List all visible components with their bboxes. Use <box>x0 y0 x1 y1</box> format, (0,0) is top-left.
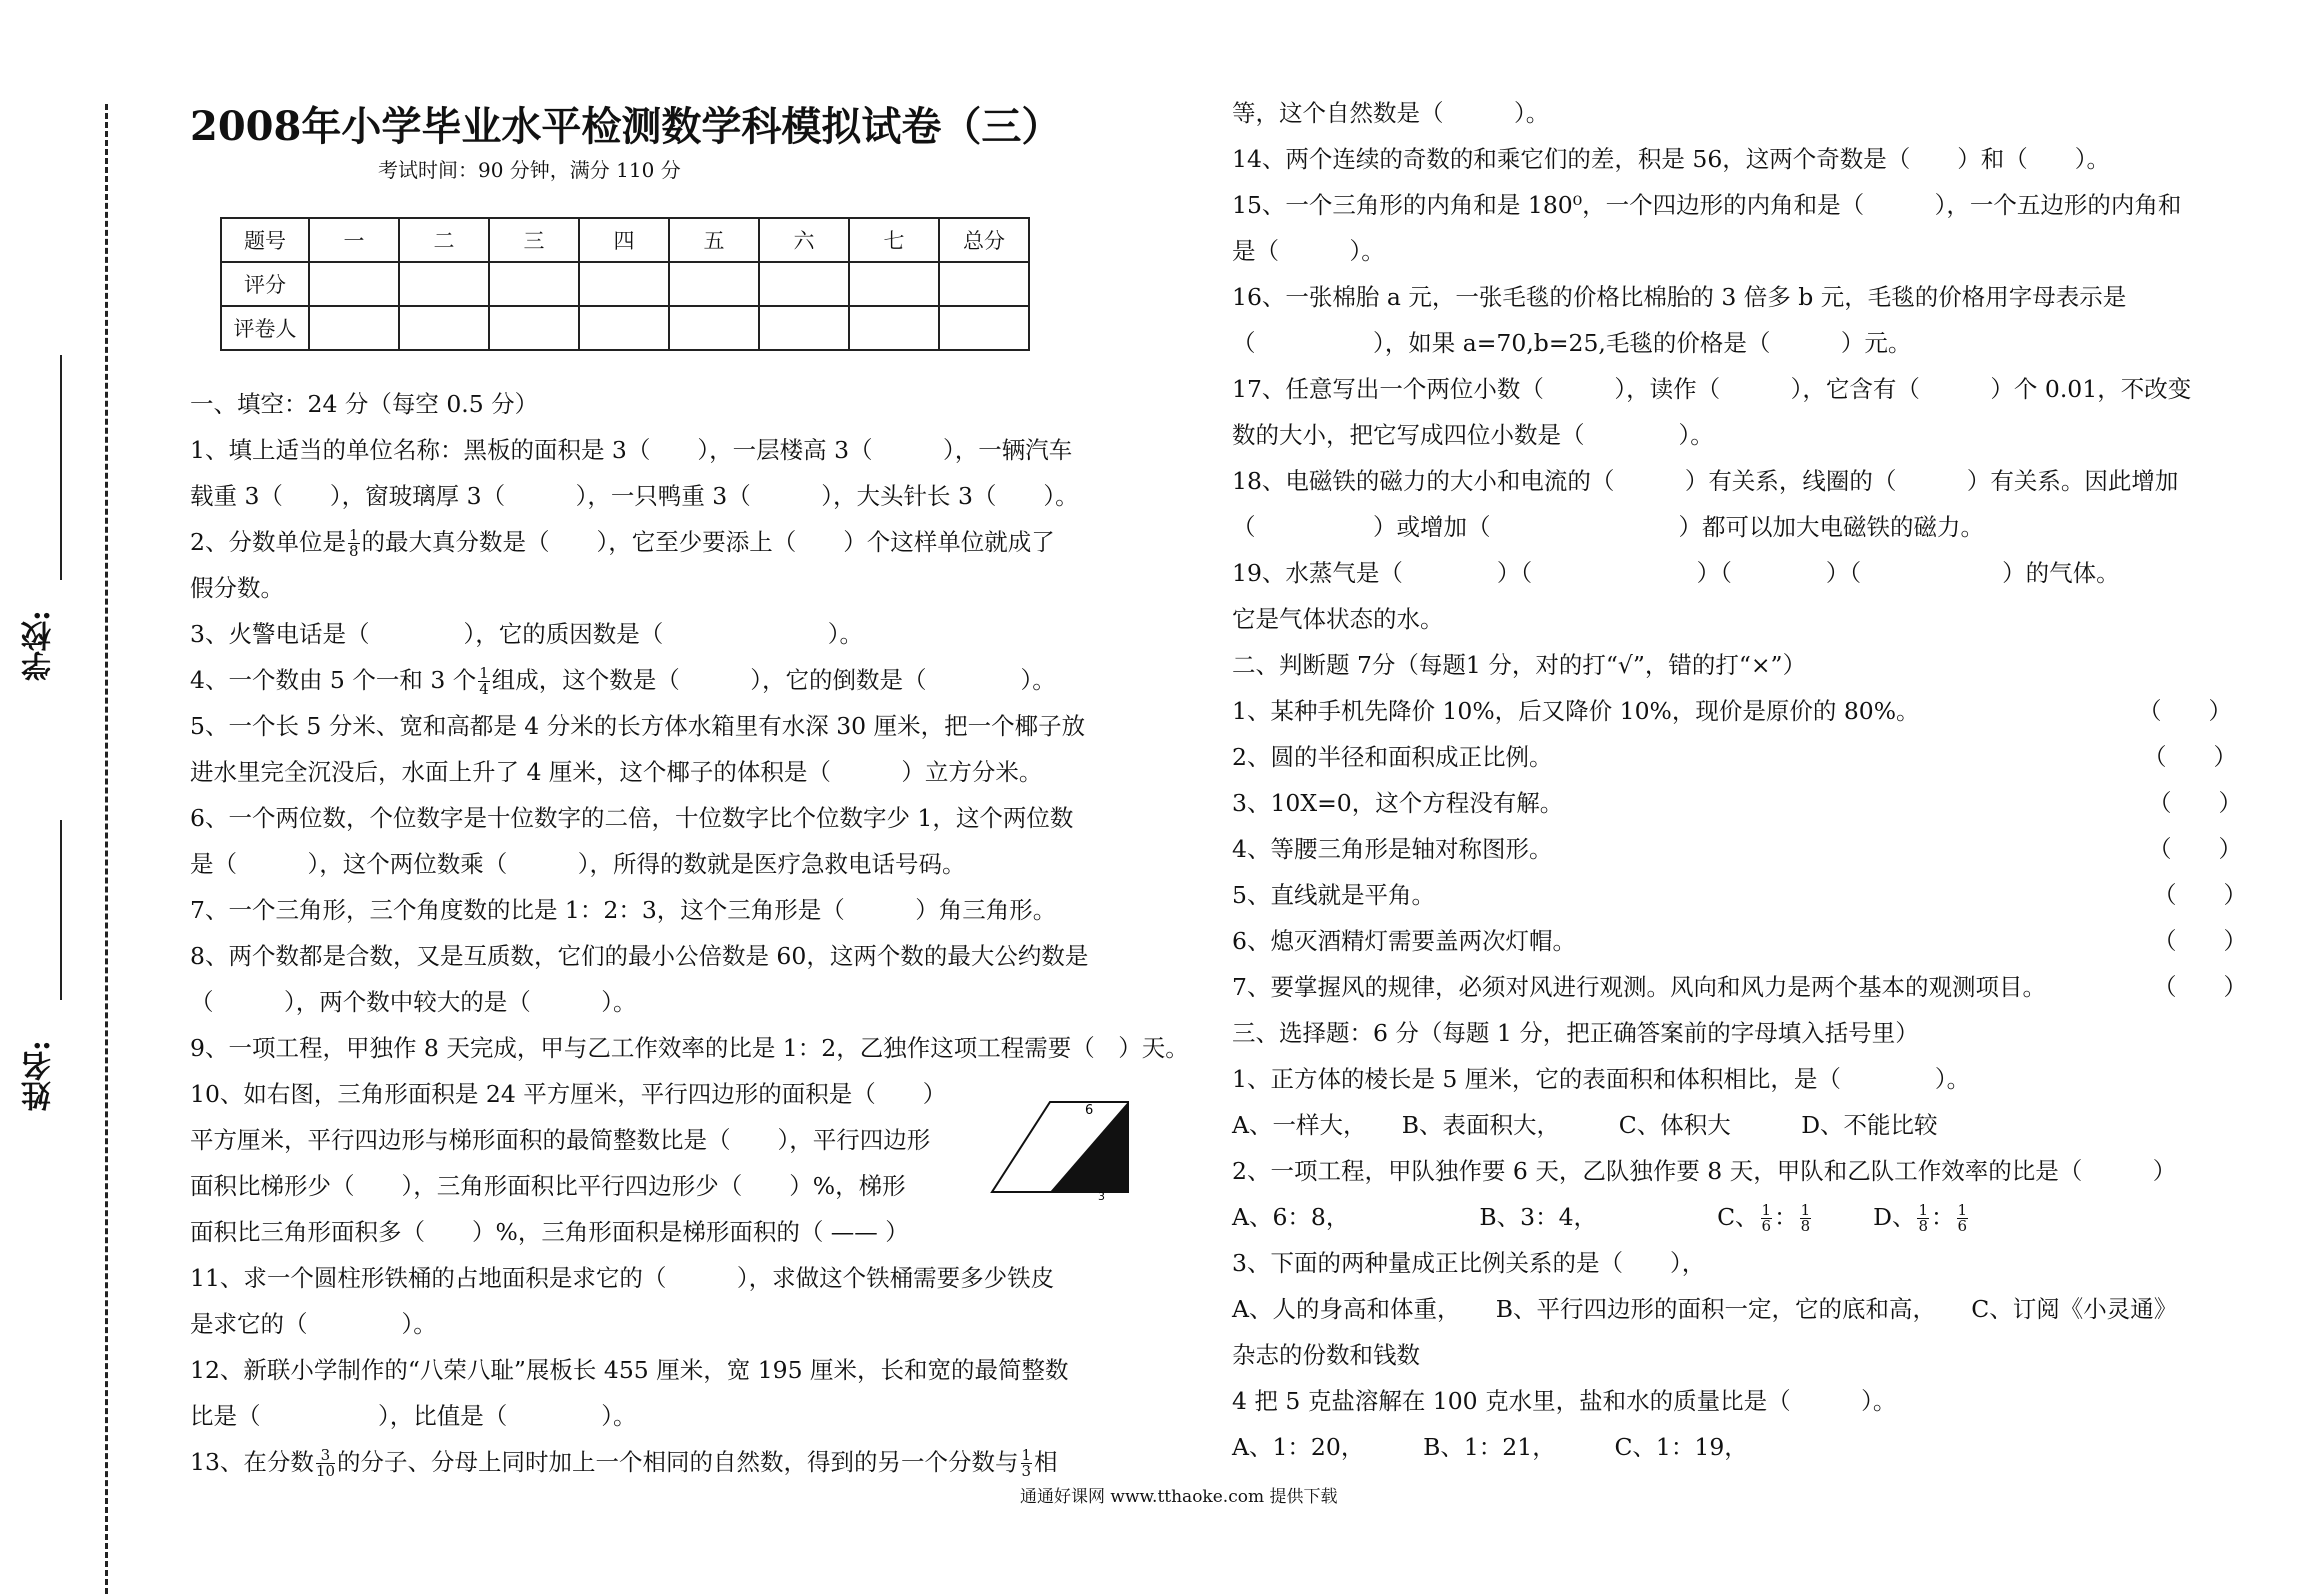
fraction-num: 1 <box>479 664 489 682</box>
score-header-cell: 总分 <box>939 218 1029 262</box>
question-18-line2: （ ）或增加（ ）都可以加大电磁铁的磁力。 <box>1232 513 1984 541</box>
fraction-num: 3 <box>316 1448 335 1464</box>
option-c: C、 <box>1717 1203 1759 1231</box>
score-header-cell: 六 <box>759 218 849 262</box>
question-16-line2: （ ），如果 a=70,b=25,毛毯的价格是（ ）元。 <box>1232 329 1912 357</box>
judge-text: 6、熄灭酒精灯需要盖两次灯帽。 <box>1232 927 1576 955</box>
fraction-den: 8 <box>348 542 359 560</box>
fraction-num: 1 <box>1761 1201 1772 1219</box>
question-2-pre: 2、分数单位是 <box>190 528 346 556</box>
score-row-label: 评卷人 <box>221 306 309 350</box>
score-cell[interactable] <box>939 306 1029 350</box>
choice-1: 1、正方体的棱长是 5 厘米，它的表面积和体积相比，是（ ）。 <box>1232 1065 1971 1093</box>
judge-text: 4、等腰三角形是轴对称图形。 <box>1232 835 1553 863</box>
right-column <box>1232 90 2252 1470</box>
judge-text: 3、10X=0，这个方程没有解。 <box>1232 789 1564 817</box>
fraction-den: 4 <box>479 680 489 698</box>
score-cell[interactable] <box>579 306 669 350</box>
trapezoid-figure <box>990 1100 1130 1200</box>
option-b: B、3：4， <box>1479 1203 1598 1231</box>
option-a: A、6：8， <box>1232 1203 1350 1231</box>
question-4-pre: 4、一个数由 5 个一和 3 个 <box>190 666 477 694</box>
exam-subtitle: 考试时间：90 分钟，满分 110 分 <box>378 158 681 182</box>
fraction-den: 6 <box>1761 1217 1772 1235</box>
score-table-row <box>221 306 1029 350</box>
choice-2-options: A、6：8， B、3：4， C、 $\frac{1}{6}$ ： $\frac{1}{8}$ D、 $\frac{1}{8}$ ： $\frac{1}{6}$ <box>1232 1201 1968 1235</box>
question-6-line1: 6、一个两位数，个位数字是十位数字的二倍，十位数字比个位数字少 1，这个两位数 <box>190 804 1074 832</box>
score-cell[interactable] <box>489 262 579 306</box>
judge-item <box>1232 688 2252 734</box>
score-cell[interactable] <box>669 306 759 350</box>
question-6-line2: 是（ ），这个两位数乘（ ），所得的数就是医疗急救电话号码。 <box>190 850 966 878</box>
fraction-3-10 <box>316 1448 335 1479</box>
question-1-line1: 1、填上适当的单位名称：黑板的面积是 3（ ），一层楼高 3（ ），一辆汽车 <box>190 436 1073 464</box>
question-2-line2: 假分数。 <box>190 574 284 602</box>
score-table-header-row <box>221 218 1029 262</box>
score-cell[interactable] <box>309 306 399 350</box>
judge-bracket[interactable]: （ ） <box>2148 789 2242 817</box>
fraction-1-3 <box>1021 1448 1033 1479</box>
score-header-cell: 四 <box>579 218 669 262</box>
choice-3-options-line1: A、人的身高和体重， B、平行四边形的面积一定，它的底和高， C、订阅《小灵通》 <box>1232 1295 2178 1323</box>
choice-3-options-line2: 杂志的份数和钱数 <box>1232 1341 1420 1369</box>
judge-item <box>1232 826 2252 872</box>
choice-2: 2、一项工程，甲队独作要 6 天，乙队独作要 8 天，甲队和乙队工作效率的比是（ ） <box>1232 1157 2177 1185</box>
question-5-line2: 进水里完全沉没后，水面上升了 4 厘米，这个椰子的体积是（ ）立方分米。 <box>190 758 1043 786</box>
question-16-line1: 16、一张棉胎 a 元，一张毛毯的价格比棉胎的 3 倍多 b 元，毛毯的价格用字母表示是 <box>1232 283 2127 311</box>
question-11-line2: 是求它的（ ）。 <box>190 1310 437 1338</box>
score-header-cell: 二 <box>399 218 489 262</box>
score-cell[interactable] <box>849 262 939 306</box>
question-15-line1: 15、一个三角形的内角和是 180⁰，一个四边形的内角和是（ ），一个五边形的内角和 <box>1232 191 2182 219</box>
question-12-line2: 比是（ ），比值是（ ）。 <box>190 1402 637 1430</box>
score-header-cell: 七 <box>849 218 939 262</box>
question-10-line4: 面积比三角形面积多（ ）%，三角形面积是梯形面积的（ —— ） <box>190 1218 909 1246</box>
fraction-num: 1 <box>1021 1446 1032 1464</box>
option-d: D、 <box>1873 1203 1916 1231</box>
question-13-line1 <box>190 1439 1140 1485</box>
school-label: 学校: <box>22 610 57 682</box>
judge-bracket[interactable]: （ ） <box>2138 697 2232 725</box>
score-cell[interactable] <box>579 262 669 306</box>
judge-item <box>1232 964 2252 1010</box>
question-12-line1: 12、新联小学制作的“八荣八耻”展板长 455 厘米，宽 195 厘米，长和宽的最简整数 <box>190 1356 1069 1384</box>
fraction-den: 8 <box>1918 1217 1929 1235</box>
judge-item <box>1232 872 2252 918</box>
question-8-line1: 8、两个数都是合数，又是互质数，它们的最小公倍数是 60，这两个数的最大公约数是 <box>190 942 1089 970</box>
judge-text: 2、圆的半径和面积成正比例。 <box>1232 743 1553 771</box>
fraction-num: 1 <box>348 526 359 544</box>
fraction-1-6 <box>1761 1203 1773 1234</box>
fraction-den: 8 <box>1800 1217 1811 1235</box>
score-cell[interactable] <box>939 262 1029 306</box>
question-8-line2: （ ），两个数中较大的是（ ）。 <box>190 988 637 1016</box>
section-1-heading: 一、填空：24 分（每空 0.5 分） <box>190 390 539 418</box>
question-4 <box>190 657 1140 703</box>
figure-top-label: 6 <box>1085 1103 1094 1118</box>
judge-bracket[interactable]: （ ） <box>2148 835 2242 863</box>
score-table-row <box>221 262 1029 306</box>
score-header-cell: 题号 <box>221 218 309 262</box>
question-13-pre: 13、在分数 <box>190 1448 314 1476</box>
question-9: 9、一项工程，甲独作 8 天完成，甲与乙工作效率的比是 1：2，乙独作这项工程需要（ ）天。 <box>190 1034 1189 1062</box>
fraction-1-4 <box>478 666 490 697</box>
fraction-num: 1 <box>1957 1201 1968 1219</box>
section-3-heading: 三、选择题：6 分（每题 1 分，把正确答案前的字母填入括号里） <box>1232 1019 1919 1047</box>
score-cell[interactable] <box>849 306 939 350</box>
left-column <box>190 381 1189 1485</box>
score-header-cell: 五 <box>669 218 759 262</box>
judge-bracket[interactable]: （ ） <box>2143 743 2237 771</box>
score-cell[interactable] <box>309 262 399 306</box>
exam-title: 2008年小学毕业水平检测数学科模拟试卷（三） <box>190 103 1062 150</box>
question-15-line2: 是（ ）。 <box>1232 237 1385 265</box>
question-3: 3、火警电话是（ ），它的质因数是（ ）。 <box>190 620 863 648</box>
question-4-post: 组成，这个数是（ ），它的倒数是（ ）。 <box>491 666 1056 694</box>
section-2-heading: 二、判断题 7分（每题1 分，对的打“√”，错的打“×”） <box>1232 651 1807 679</box>
name-blank-line <box>60 820 62 1000</box>
figure-bottom-label: 3 <box>1098 1190 1105 1200</box>
choice-4-options: A、1：20， B、1：21， C、1：19， <box>1232 1433 1748 1461</box>
question-19-line1: 19、水蒸气是（ ）（ ）（ ）（ ）的气体。 <box>1232 559 2120 587</box>
score-cell[interactable] <box>489 306 579 350</box>
binding-dashed-line <box>105 104 108 1594</box>
question-17-line2: 数的大小，把它写成四位小数是（ ）。 <box>1232 421 1714 449</box>
score-cell[interactable] <box>399 262 489 306</box>
judge-text: 5、直线就是平角。 <box>1232 881 1435 909</box>
choice-1-options: A、一样大， B、表面积大， C、体积大 D、不能比较 <box>1232 1111 1938 1139</box>
question-17-line1: 17、任意写出一个两位小数（ ），读作（ ），它含有（ ）个 0.01，不改变 <box>1232 375 2192 403</box>
question-10-line1: 10、如右图，三角形面积是 24 平方厘米，平行四边形的面积是（ ） <box>190 1080 947 1108</box>
question-13-mid: 的分子、分母上同时加上一个相同的自然数，得到的另一个分数与 <box>337 1448 1019 1476</box>
question-5-line1: 5、一个长 5 分米、宽和高都是 4 分米的长方体水箱里有水深 30 厘米，把一个椰子放 <box>190 712 1086 740</box>
question-14: 14、两个连续的奇数的和乘它们的差，积是 56，这两个奇数是（ ）和（ ）。 <box>1232 145 2111 173</box>
judge-bracket[interactable]: （ ） <box>2153 927 2247 955</box>
school-blank-line <box>60 355 62 580</box>
question-11-line1: 11、求一个圆柱形铁桶的占地面积是求它的（ ），求做这个铁桶需要多少铁皮 <box>190 1264 1055 1292</box>
judge-item <box>1232 734 2252 780</box>
score-cell[interactable] <box>759 306 849 350</box>
question-2-post: 的最大真分数是（ ），它至少要添上（ ）个这样单位就成了 <box>361 528 1055 556</box>
question-10-line3: 面积比梯形少（ ），三角形面积比平行四边形少（ ）%，梯形 <box>190 1172 906 1200</box>
fraction-1-8 <box>1917 1203 1929 1234</box>
choice-3: 3、下面的两种量成正比例关系的是（ ）， <box>1232 1249 1706 1277</box>
judge-item <box>1232 780 2252 826</box>
question-18-line1: 18、电磁铁的磁力的大小和电流的（ ）有关系，线圈的（ ）有关系。因此增加 <box>1232 467 2179 495</box>
score-header-cell: 一 <box>309 218 399 262</box>
question-1-line2: 载重 3（ ），窗玻璃厚 3（ ），一只鸭重 3（ ），大头针长 3（ ）。 <box>190 482 1079 510</box>
fraction-1-8 <box>1800 1203 1812 1234</box>
score-cell[interactable] <box>759 262 849 306</box>
fraction-den: 3 <box>1021 1462 1032 1480</box>
score-cell[interactable] <box>399 306 489 350</box>
score-table <box>220 217 1030 351</box>
choice-4: 4 把 5 克盐溶解在 100 克水里，盐和水的质量比是（ ）。 <box>1232 1387 1897 1415</box>
judge-text: 7、要掌握风的规律，必须对风进行观测。风向和风力是两个基本的观测项目。 <box>1232 973 2046 1001</box>
fraction-num: 1 <box>1800 1201 1811 1219</box>
question-13-line2: 等，这个自然数是（ ）。 <box>1232 99 1550 127</box>
judge-item <box>1232 918 2252 964</box>
question-10-line2: 平方厘米，平行四边形与梯形面积的最简整数比是（ ），平行四边形 <box>190 1126 931 1154</box>
judge-bracket[interactable]: （ ） <box>2153 973 2247 1001</box>
fraction-den: 6 <box>1957 1217 1968 1235</box>
score-cell[interactable] <box>669 262 759 306</box>
footer-credit: 通通好课网 www.tthaoke.com 提供下载 <box>1020 1487 1338 1507</box>
score-header-cell: 三 <box>489 218 579 262</box>
fraction-1-6 <box>1957 1203 1969 1234</box>
question-19-line2: 它是气体状态的水。 <box>1232 605 1444 633</box>
fraction-num: 1 <box>1918 1201 1929 1219</box>
name-label: 姓名: <box>22 1040 57 1112</box>
question-7: 7、一个三角形，三个角度数的比是 1：2：3，这个三角形是（ ）角三角形。 <box>190 896 1057 924</box>
judge-text: 1、某种手机先降价 10%，后又降价 10%，现价是原价的 80%。 <box>1232 697 1920 725</box>
question-13-post: 相 <box>1034 1448 1058 1476</box>
fraction-1-8 <box>348 528 360 559</box>
question-2-line1 <box>190 519 1140 565</box>
fraction-den: 10 <box>315 1462 335 1480</box>
judge-bracket[interactable]: （ ） <box>2153 881 2247 909</box>
score-row-label: 评分 <box>221 262 309 306</box>
